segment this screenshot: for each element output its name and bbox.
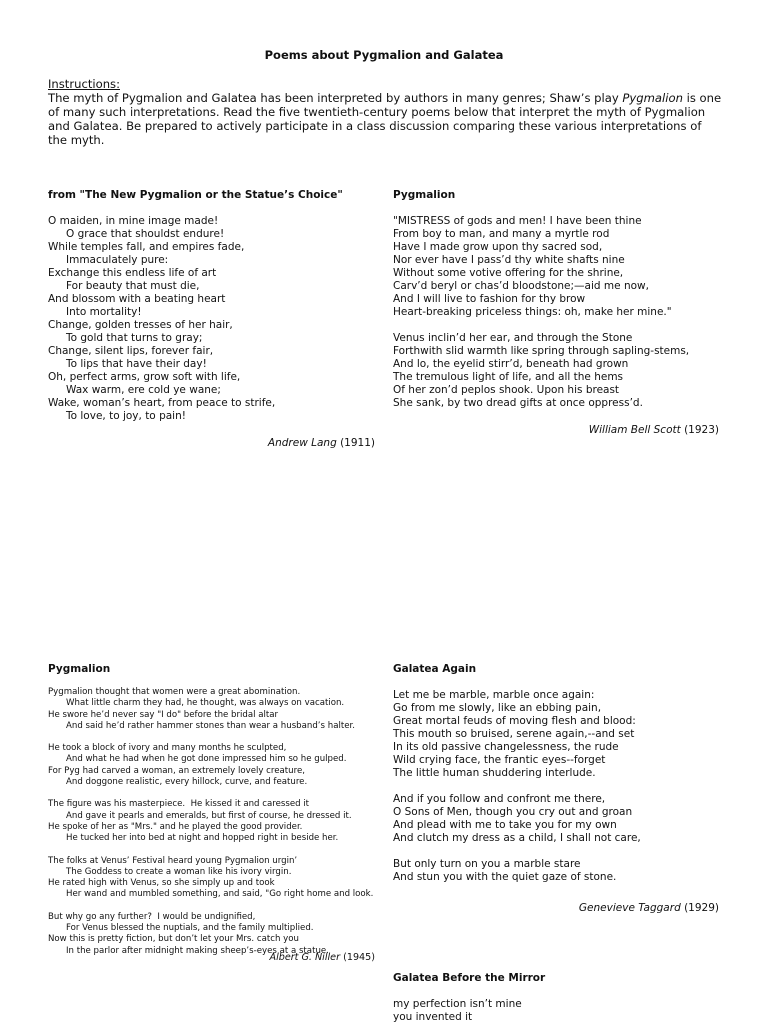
poem-stanza <box>48 912 373 957</box>
poem-line: "MISTRESS of gods and men! I have been thine <box>393 215 642 227</box>
poem-line: He rated high with Venus, so she simply up and took <box>48 878 275 889</box>
poem-stanza <box>393 858 641 884</box>
poem-year: (1945) <box>343 952 375 963</box>
poem-line: And stun you with the quiet gaze of stone. <box>393 871 617 883</box>
poem-line: What little charm they had, he thought, was always on vacation. <box>66 698 345 709</box>
poem-line: Have I made grow upon thy sacred sod, <box>393 241 603 253</box>
poem-line: Nor ever have I pass’d thy white shafts nine <box>393 254 625 266</box>
instructions-body-b: is one of many such interpretations. Read the five twentieth-century poems below that interpret the myth of Pygmalion and Galatea. Be prepared to actively participate in a class discussion comparing these various interpretations of the myth. <box>48 91 722 147</box>
poem-line: Immaculately pure: <box>66 254 169 266</box>
attribution-scott <box>589 424 719 436</box>
poem-line: O maiden, in mine image made! <box>48 215 219 227</box>
author-name: Andrew Lang <box>267 437 337 449</box>
poem-line: Now this is pretty fiction, but don’t let your Mrs. catch you <box>48 934 299 945</box>
poem-line: Oh, perfect arms, grow soft with life, <box>48 371 241 383</box>
attribution-taggard <box>579 902 719 914</box>
poem-galatea-mirror <box>393 972 545 1024</box>
poem-title: Galatea Again <box>393 663 477 675</box>
author-name: Albert G. Niller <box>269 952 341 963</box>
poem-title: Pygmalion <box>393 189 456 201</box>
poem-line: The Goddess to create a woman like his ivory virgin. <box>66 866 292 877</box>
poem-year: (1923) <box>684 424 719 436</box>
poem-stanza <box>48 799 373 844</box>
poem-line: And what he had when he got done impressed him so he gulped. <box>66 754 347 765</box>
poem-stanza <box>48 687 373 732</box>
poem-line: For beauty that must die, <box>66 280 200 292</box>
poem-stanza <box>393 793 641 845</box>
poem-year: (1911) <box>340 437 375 449</box>
instructions <box>48 77 724 147</box>
instructions-body-a: The myth of Pygmalion and Galatea has been interpreted by authors in many genres; Shaw’s play <box>48 91 623 105</box>
poem-line: Great mortal feuds of moving flesh and blood: <box>393 715 636 727</box>
poem-pygmalion-scott <box>393 189 689 423</box>
poem-title: Pygmalion <box>48 663 111 675</box>
poem-line: O grace that shouldst endure! <box>66 228 225 240</box>
poem-line: Into mortality! <box>66 306 142 318</box>
poem-line: Let me be marble, marble once again: <box>393 689 595 701</box>
poem-line: In the parlor after midnight making sheep’s-eyes at a statue. <box>66 945 329 956</box>
poem-line: But only turn on you a marble stare <box>393 858 581 870</box>
poem-line: Venus inclin’d her ear, and through the Stone <box>393 332 633 344</box>
poem-line: Heart-breaking priceless things: oh, make her mine." <box>393 306 672 318</box>
attribution-niller <box>270 952 376 963</box>
poem-pygmalion-niller <box>48 663 373 957</box>
poem-year: (1929) <box>684 902 719 914</box>
poem-line: Go from me slowly, like an ebbing pain, <box>393 702 602 714</box>
poem-title: Galatea Before the Mirror <box>393 972 546 984</box>
poem-galatea-again <box>393 663 641 897</box>
author-name: Genevieve Taggard <box>578 902 681 914</box>
poem-line: For Pyg had carved a woman, an extremely lovely creature, <box>48 765 305 776</box>
poem-line: Without some votive offering for the shrine, <box>393 267 624 279</box>
poem-line: To gold that turns to gray; <box>66 332 203 344</box>
poem-line: He swore he’d never say "I do" before the bridal altar <box>48 709 279 720</box>
poem-line: And blossom with a beating heart <box>48 293 226 305</box>
poem-new-pygmalion <box>48 189 343 423</box>
poem-stanza <box>48 743 373 788</box>
poem-line: Carv’d beryl or chas’d bloodstone;—aid me now, <box>393 280 649 292</box>
poem-line: Change, silent lips, forever fair, <box>48 345 214 357</box>
poem-line: While temples fall, and empires fade, <box>48 241 245 253</box>
poem-line: The folks at Venus’ Festival heard young Pygmalion urgin’ <box>48 855 298 866</box>
poem-line: Of her zon’d peplos shook. Upon his breast <box>393 384 620 396</box>
poem-line: Wake, woman’s heart, from peace to strife, <box>48 397 276 409</box>
poem-line: Exchange this endless life of art <box>48 267 217 279</box>
poem-line: This mouth so bruised, serene again,--and set <box>393 728 635 740</box>
poem-line: From boy to man, and many a myrtle rod <box>393 228 610 240</box>
poem-line: And clutch my dress as a child, I shall not care, <box>393 832 641 844</box>
poem-line: And said he’d rather hammer stones than wear a husband’s halter. <box>66 720 355 731</box>
poem-line: And gave it pearls and emeralds, but first of course, he dressed it. <box>66 810 352 821</box>
poem-stanza <box>48 856 373 901</box>
poem-line: But why go any further? I would be undignified, <box>48 911 256 922</box>
poem-stanza <box>393 332 689 410</box>
poem-line: Forthwith slid warmth like spring through sapling-stems, <box>393 345 690 357</box>
poem-line: Wax warm, ere cold ye wane; <box>66 384 221 396</box>
attribution-lang <box>268 437 375 449</box>
poem-line: Change, golden tresses of her hair, <box>48 319 233 331</box>
poem-line: you invented it <box>393 1011 473 1023</box>
instructions-play-title: Pygmalion <box>622 91 683 105</box>
poem-line: To love, to joy, to pain! <box>66 410 186 422</box>
poem-line: She sank, by two dread gifts at once oppress’d. <box>393 397 643 409</box>
poem-stanza <box>393 689 641 780</box>
poem-line: The figure was his masterpiece. He kissed it and caressed it <box>48 799 310 810</box>
document-title: Poems about Pygmalion and Galatea <box>264 48 504 62</box>
poem-line: In its old passive changelessness, the rude <box>393 741 619 753</box>
poem-line: The little human shuddering interlude. <box>393 767 596 779</box>
poem-stanza <box>393 215 689 319</box>
poem-line: And lo, the eyelid stirr’d, beneath had grown <box>393 358 629 370</box>
poem-line: And doggone realistic, every hillock, curve, and feature. <box>66 777 308 788</box>
poem-line: my perfection isn’t mine <box>393 998 522 1010</box>
poem-title: from "The New Pygmalion or the Statue’s Choice" <box>48 189 343 201</box>
poem-line: Wild crying face, the frantic eyes--forget <box>393 754 606 766</box>
author-name: William Bell Scott <box>588 424 681 436</box>
poem-line: O Sons of Men, though you cry out and groan <box>393 806 633 818</box>
poem-line: And plead with me to take you for my own <box>393 819 617 831</box>
poem-line: And I will live to fashion for thy brow <box>393 293 586 305</box>
poem-line: Pygmalion thought that women were a great abomination. <box>48 687 301 697</box>
poem-line: To lips that have their day! <box>66 358 207 370</box>
poem-line: Her wand and mumbled something, and said, "Go right home and look. <box>66 889 374 900</box>
poem-line: He tucked her into bed at night and hopped right in beside her. <box>66 833 339 844</box>
poem-line: For Venus blessed the nuptials, and the family multiplied. <box>66 923 314 934</box>
poem-line: He took a block of ivory and many months he sculpted, <box>48 743 287 754</box>
poem-line: And if you follow and confront me there, <box>393 793 606 805</box>
instructions-heading: Instructions: <box>48 77 120 91</box>
poem-line: He spoke of her as "Mrs." and he played the good provider. <box>48 821 303 832</box>
poem-line: The tremulous light of life, and all the hems <box>393 371 624 383</box>
